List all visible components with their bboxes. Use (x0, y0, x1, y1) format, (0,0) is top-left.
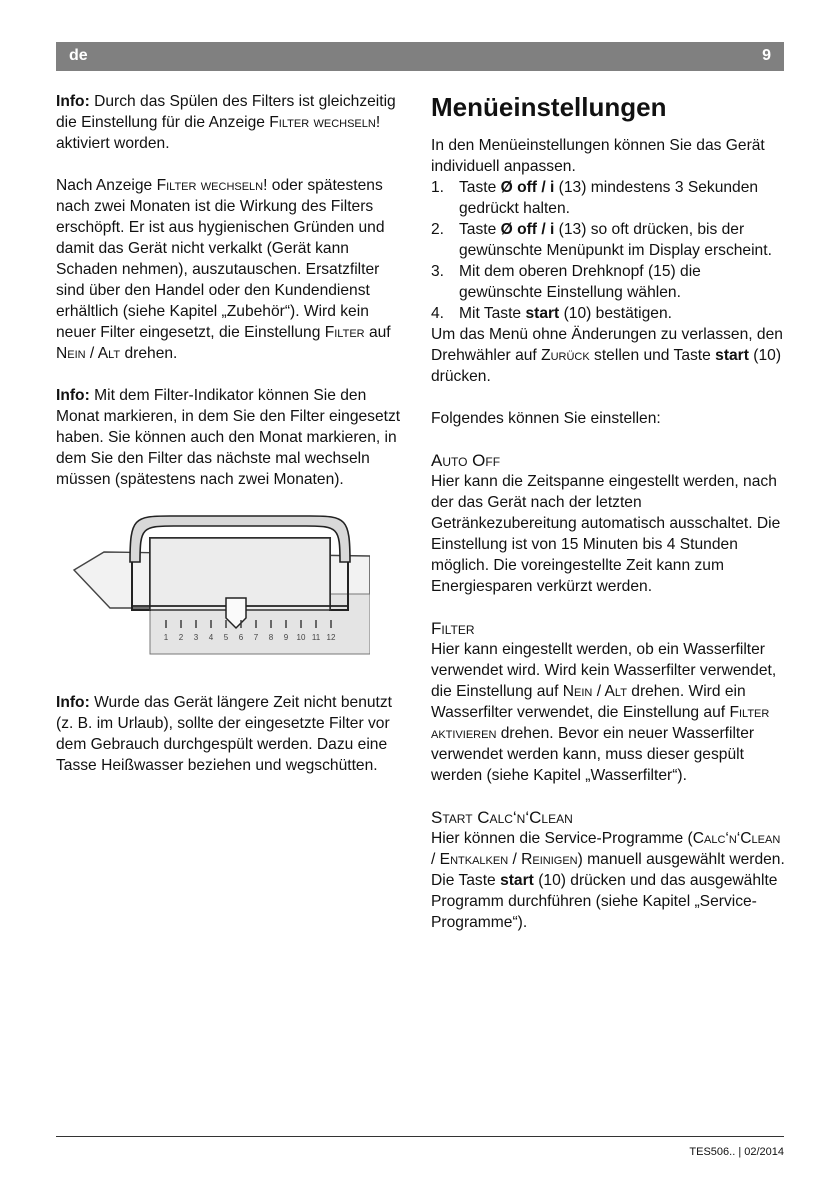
steps-list (431, 177, 787, 324)
month-label: 7 (253, 633, 259, 642)
text: ) manuell ausgewählt werden. Die Taste (431, 851, 785, 889)
program-names: Calc‘n‘Clean / Entkalken / Reinigen (431, 830, 781, 868)
setting-value: Nein / Alt (56, 345, 121, 362)
intro-paragraph: In den Menüeinstellungen können Sie das Gerät individuell anpassen. (431, 137, 765, 175)
setting-value: Nein / Alt (562, 683, 627, 700)
info-label: Info: (56, 387, 90, 404)
info-paragraph-3 (56, 692, 406, 776)
key-label: off / i (517, 221, 555, 238)
text: drehen. (120, 345, 178, 362)
month-label: 9 (283, 633, 289, 642)
month-label: 5 (223, 633, 229, 642)
filter-title: Filter (431, 619, 475, 638)
left-column (56, 91, 406, 776)
text: (13) mindestens 3 Sekunden gedrückt halten. (459, 179, 759, 217)
auto-off-title: Auto Off (431, 451, 501, 470)
footer-text: TES506.. | 02/2014 (689, 1146, 784, 1158)
step-number: 1. (431, 179, 445, 196)
month-label: 10 (296, 633, 306, 642)
display-message: Filter wechseln! (269, 114, 381, 131)
month-label: 1 (163, 633, 169, 642)
step-number: 3. (431, 263, 445, 280)
right-column (431, 91, 787, 933)
text: Durch das Spülen des Filters ist gleichzeitig die Einstellung für die Anzeige (56, 93, 396, 131)
text: Hier kann eingestellt werden, ob ein Wasserfilter verwendet wird. Wird kein Wasserfilter verwendet, die Einstellung auf (431, 641, 777, 700)
month-label: 4 (208, 633, 214, 642)
text: Um das Menü ohne Änderungen zu verlassen, den Drehwähler auf (431, 326, 783, 364)
calc-n-clean-title: Start Calc‘n‘Clean (431, 808, 573, 827)
step-item (431, 219, 787, 261)
key-label: start (715, 347, 749, 364)
step-item (431, 303, 787, 324)
calc-n-clean-text (431, 828, 787, 933)
text: oder spätestens nach zwei Monaten ist die Wirkung des Filters erschöpft. Er ist aus hygienischen Gründen und damit das Gerät nicht verkalkt (Gerät kann Schaden nehmen), auszutauschen. Ersatzfilter sind über den Handel oder den Kundendienst erhältlich (siehe Kapitel „Zubehör“). Wird kein neuer Filter eingesetzt, die Einstellung (56, 177, 385, 341)
auto-off-text: Hier kann die Zeitspanne eingestellt werden, nach der das Gerät nach der letzten Getränkezubereitung automatisch ausschaltet. Die Einstellung ist von 15 Minuten bis 4 Stunden möglich. Die voreingestellte Zeit kann zum Energiesparen verkürzt werden. (431, 473, 781, 595)
step-item (431, 261, 787, 303)
text: (13) so oft drücken, bis der gewünschte Menüpunkt im Display erscheint. (459, 221, 772, 259)
step-number: 2. (431, 221, 445, 238)
footer-divider (56, 1136, 784, 1137)
text: Nach Anzeige (56, 177, 157, 194)
power-icon: Ø (500, 221, 513, 238)
step-item (431, 177, 787, 219)
text: Taste (459, 179, 501, 196)
month-label: 11 (311, 633, 321, 642)
language-code: de (69, 47, 88, 64)
text: (10) drücken und das ausgewählte Programm durchführen (siehe Kapitel „Service-Programme“). (431, 872, 778, 931)
text: Mit dem oberen Drehknopf (15) die gewünschte Einstellung wählen. (459, 263, 701, 301)
info-label: Info: (56, 694, 90, 711)
text: aktiviert worden. (56, 135, 170, 152)
leave-menu-paragraph (431, 324, 787, 387)
text: drehen. Bevor ein neuer Wasserfilter verwendet werden kann, muss dieser gespült werden (siehe Kapitel „Wasserfilter“). (431, 725, 755, 784)
month-label: 2 (178, 633, 184, 642)
text: Wurde das Gerät längere Zeit nicht benutzt (z. B. im Urlaub), sollte der eingesetzte Filter vor dem Gebrauch durchgespült werden. Dazu eine Tasse Heißwasser beziehen und wegschütten. (56, 694, 393, 774)
header-bar (56, 42, 784, 71)
filter-text (431, 639, 787, 786)
text: Mit dem Filter-Indikator können Sie den Monat markieren, in dem Sie den Filter eingesetzt haben. Sie können auch den Monat markieren, in dem Sie den Filter das nächste mal wechseln müssen (spätestens nach zwei Monaten). (56, 387, 401, 488)
text: Taste (459, 221, 501, 238)
page-number: 9 (762, 47, 771, 64)
power-icon: Ø (500, 179, 513, 196)
text: (10) drücken. (431, 347, 782, 385)
filter-indicator-illustration (70, 508, 406, 664)
text: auf (364, 324, 391, 341)
setting-value: Filter aktivieren (431, 704, 770, 742)
info-paragraph-2 (56, 385, 406, 490)
text: (10) bestätigen. (559, 305, 672, 322)
month-label: 12 (326, 633, 336, 642)
month-label: 6 (238, 633, 244, 642)
key-label: off / i (517, 179, 555, 196)
setting-name: Filter (324, 324, 365, 341)
key-label: start (500, 872, 534, 889)
text: stellen und Taste (589, 347, 716, 364)
info-label: Info: (56, 93, 90, 110)
setting-value: Zurück (541, 347, 590, 364)
month-label: 3 (193, 633, 199, 642)
info-paragraph-1 (56, 91, 406, 154)
text: Hier können die Service-Programme ( (431, 830, 693, 847)
section-heading: Menüeinstellungen (431, 92, 667, 122)
display-message: Filter wechseln! (156, 177, 268, 194)
follow-paragraph: Folgendes können Sie einstellen: (431, 410, 661, 427)
text: Mit Taste (459, 305, 526, 322)
text: drehen. Wird ein Wasserfilter verwendet, die Einstellung auf (431, 683, 746, 721)
step-number: 4. (431, 305, 445, 322)
key-label: start (525, 305, 560, 322)
filter-replacement-paragraph (56, 175, 406, 364)
filter-indicator-drawing (70, 508, 370, 658)
month-label: 8 (268, 633, 274, 642)
